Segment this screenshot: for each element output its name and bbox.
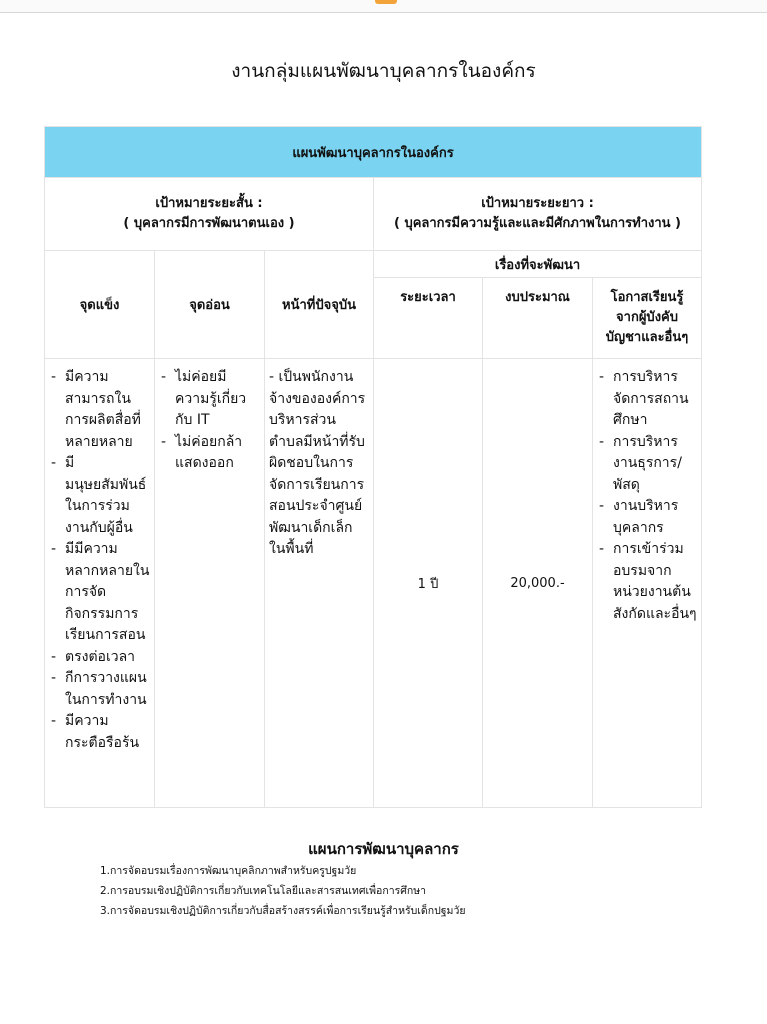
weaknesses-list [155, 359, 264, 475]
strength-item: - มีมนุษยสัมพันธ์ในการร่วมงานกับผู้อื่น [51, 453, 150, 539]
learning-opportunity-cell [593, 359, 702, 808]
column-header-learning-opportunity [593, 278, 702, 359]
current-duties-cell [265, 359, 374, 808]
long-term-goal-label: เป้าหมายระยะยาว : [481, 196, 594, 211]
strength-item: - มีมีความหลากหลายในการจัดกิจกรรมการเรียนการสอน [51, 539, 150, 647]
strength-item: - มีความกระตือรือร้น [51, 711, 150, 754]
strength-item: - กีการวางแผนในการทำงาน [51, 668, 150, 711]
column-header-development-topics: เรื่องที่จะพัฒนา [374, 251, 702, 278]
budget-value: 20,000.- [483, 359, 593, 808]
column-header-strengths: จุดแข็ง [45, 251, 155, 359]
current-duties-text: - เป็นพนักงานจ้างขององค์การบริหารส่วนตำบลมีหน้าที่รับผิดชอบในการจัดการเรียนการสอนประจำศูนย์พัฒนาเด็กเล็กในพื้นที่ [269, 369, 366, 557]
short-term-goal-desc: ( บุคลากรมีการพัฒนาตนเอง ) [123, 216, 295, 231]
learning-opportunity-line: จากผู้บังคับ [616, 310, 678, 325]
plan-item: 1.การจัดอบรมเรื่องการพัฒนาบุคลิกภาพสำหรับครูปฐมวัย [100, 865, 357, 877]
opportunity-item: - การบริหารงานธุรการ/พัสดุ [599, 432, 697, 497]
learning-opportunity-line: บัญชาและอื่นๆ [605, 330, 689, 345]
column-header-duration: ระยะเวลา [374, 278, 483, 359]
duration-value: 1 ปี [374, 359, 483, 808]
weakness-item: - ไม่ค่อยมีความรู้เกี่ยวกับ IT [161, 367, 260, 432]
opportunity-item: - การบริหารจัดการสถานศึกษา [599, 367, 697, 432]
top-bar [0, 0, 767, 13]
column-header-budget: งบประมาณ [483, 278, 593, 359]
opportunities-list [593, 359, 701, 625]
learning-opportunity-line: โอกาสเรียนรู้ [610, 290, 684, 305]
development-plans-list [100, 861, 466, 921]
development-plan-table [44, 126, 702, 808]
plan-item: 3.การจัดอบรมเชิงปฏิบัติการเกี่ยวกับสื่อสร้างสรรค์เพื่อการเรียนรู้สำหรับเด็กปฐมวัย [100, 905, 466, 917]
top-accent-mark [375, 0, 397, 4]
strength-item: - มีความสามารถในการผลิตสื่อที่หลายหลาย [51, 367, 150, 453]
weakness-item: - ไม่ค่อยกล้าแสดงออก [161, 432, 260, 475]
strengths-list [45, 359, 154, 754]
strength-item: - ตรงต่อเวลา [51, 647, 150, 669]
opportunity-item: - การเข้าร่วมอบรมจากหน่วยงานต้นสังกัดและอื่นๆ [599, 539, 697, 625]
table-header: แผนพัฒนาบุคลากรในองค์กร [45, 127, 702, 178]
column-header-current-duties: หน้าที่ปัจจุบัน [265, 251, 374, 359]
long-term-goal-desc: ( บุคลากรมีความรู้และและมีศักภาพในการทำงาน ) [394, 216, 681, 231]
short-term-goal-cell [45, 178, 374, 251]
development-plans-title: แผนการพัฒนาบุคลากร [308, 840, 459, 858]
strengths-cell [45, 359, 155, 808]
document-title: งานกลุ่มแผนพัฒนาบุคลากรในองค์กร [231, 60, 536, 82]
weaknesses-cell [155, 359, 265, 808]
short-term-goal-label: เป้าหมายระยะสั้น : [155, 196, 263, 211]
opportunity-item: - งานบริหารบุคลากร [599, 496, 697, 539]
long-term-goal-cell [374, 178, 702, 251]
plan-item: 2.การอบรมเชิงปฏิบัติการเกี่ยวกับเทคโนโลยีและสารสนเทศเพื่อการศึกษา [100, 885, 427, 897]
column-header-weaknesses: จุดอ่อน [155, 251, 265, 359]
